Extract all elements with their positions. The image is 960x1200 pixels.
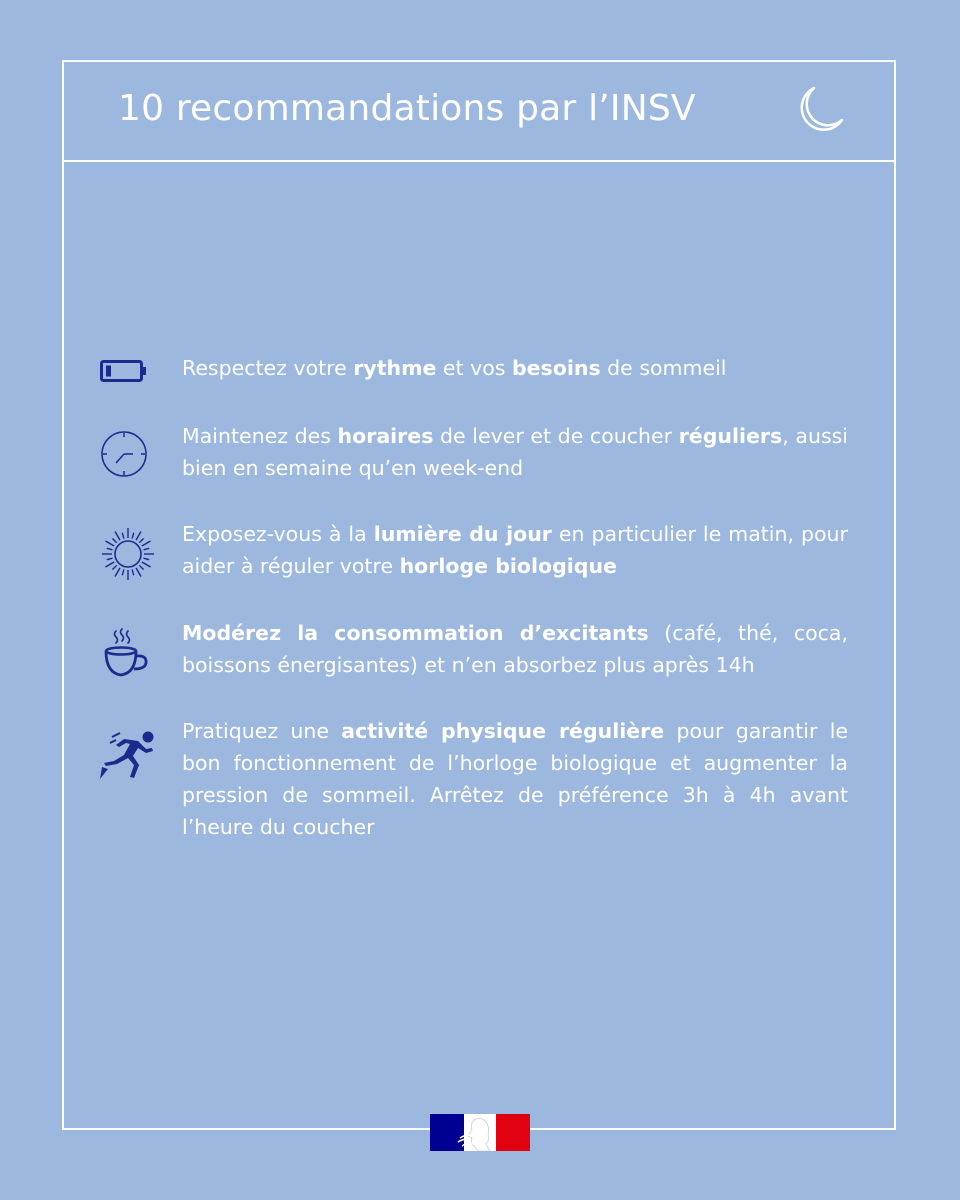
text-segment: Exposez-vous à la [182,522,374,546]
sun-ray [112,565,116,569]
text-segment: Pratiquez une [182,719,342,743]
sun-ray [143,548,149,550]
emphasis-text: lumière du jour [373,522,552,546]
coffee-cup-icon [100,627,156,683]
page-title: 10 recommandations par l’INSV [118,88,696,129]
recommendation-text [182,420,848,484]
republique-francaise-flag-logo [430,1114,530,1151]
sun-ray [132,569,134,575]
emphasis-text: réguliers [678,424,783,448]
sun-icon [100,526,156,582]
sun-ray [105,541,114,546]
content-frame [62,60,896,1130]
text-segment: en particulier le matin, pour aider à réguler votre [182,522,848,578]
recommendation-text [182,352,848,384]
emphasis-text: besoins [511,356,601,380]
text-segment: Maintenez des [182,424,338,448]
sun-ray [143,558,149,560]
sun-ray [142,541,151,546]
emphasis-text: horloge biologique [399,554,617,578]
recommendation-text [182,617,848,681]
sun-ray [115,568,120,577]
battery-icon [100,360,148,382]
runner-icon [100,723,160,779]
text-segment: pour garantir le bon fonctionnement de l’horloge biologique et augmenter la pression de sommeil. Arrêtez de préférence 3h à 4h avant l’heure du coucher [182,719,848,839]
sun-ray [142,562,151,567]
emphasis-text: activité physique régulière [341,719,665,743]
sun-ray [139,538,143,542]
recommendation-text [182,518,848,582]
emphasis-text: rythme [353,356,437,380]
recommendation-text [182,715,848,843]
text-segment: (café, thé, coca, boissons énergisantes) et n’en absorbez plus après 14h [182,621,848,677]
sun-ray [105,562,114,567]
sun-ray [107,548,113,550]
sun-ray [115,531,120,540]
text-segment: de sommeil [600,356,727,380]
text-segment: et vos [436,356,512,380]
sun-ray [122,569,124,575]
sun-ray [136,531,141,540]
emphasis-text: Modérez la consommation d’excitants [182,621,649,645]
text-segment: Respectez votre [182,356,354,380]
text-segment: de lever et de coucher [433,424,679,448]
sun-ray [136,568,141,577]
clock-icon [100,430,148,478]
moon-icon [792,82,848,138]
sun-ray [132,533,134,539]
emphasis-text: horaires [337,424,434,448]
text-segment: , aussi bien en semaine qu’en week-end [182,424,849,480]
sun-ray [122,533,124,539]
sun-ray [112,538,116,542]
header [64,62,894,162]
sun-ray [107,558,113,560]
sun-ray [139,565,143,569]
